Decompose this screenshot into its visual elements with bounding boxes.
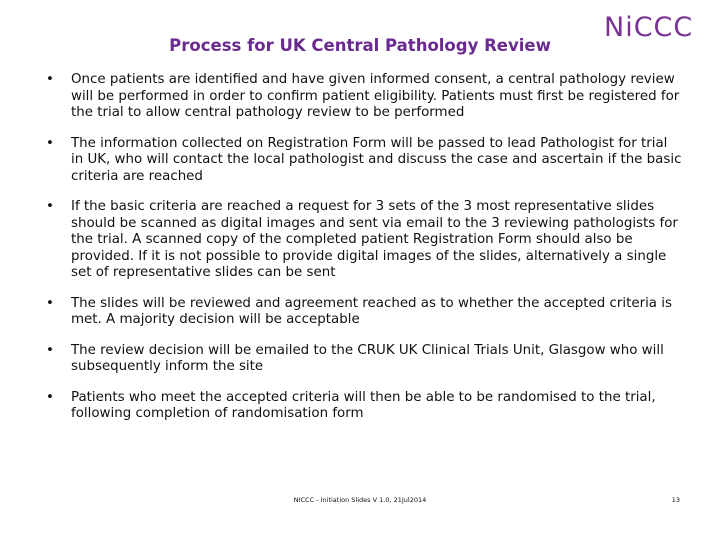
bullet-dot-icon: • <box>46 199 54 214</box>
bullet-list <box>46 72 682 437</box>
bullet-item <box>46 199 682 282</box>
footer-text: NICCC - Initiation Slides V 1.0, 21Jul2014 <box>293 496 427 504</box>
bullet-dot-icon: • <box>46 342 54 358</box>
niccc-logo: NiCCC <box>604 12 694 43</box>
bullet-item <box>46 136 682 186</box>
bullet-text: The review decision will be emailed to the CRUK UK Clinical Trials Unit, Glasgow who will subsequently inform the site <box>71 342 664 374</box>
bullet-text: Once patients are identified and have given informed consent, a central pathology review will be performed in order to confirm patient eligibility. Patients must first be registered for the trial to allow central pathology review to be performed <box>71 72 680 120</box>
bullet-text: The information collected on Registration Form will be passed to lead Pathologist for trial in UK, who will contact the local pathologist and discuss the case and ascertain if the basic criteria are reached <box>71 135 682 184</box>
bullet-text: Patients who meet the accepted criteria will then be able to be randomised to the trial, following completion of randomisation form <box>71 389 656 421</box>
bullet-dot-icon: • <box>46 135 54 151</box>
bullet-dot-icon: • <box>46 295 54 311</box>
bullet-item <box>46 72 682 122</box>
bullet-dot-icon: • <box>46 389 54 405</box>
bullet-item <box>46 296 682 329</box>
slide-title: Process for UK Central Pathology Review <box>169 36 551 55</box>
bullet-text: If the basic criteria are reached a request for 3 sets of the 3 most representative slides should be scanned as digital images and sent via email to the 3 reviewing pathologists for the trial. A scanned copy of the completed patient Registration Form should also be provided. If it is not possible to provide digital images of the slides, alternatively a single set of representative slides can be sent <box>71 199 678 280</box>
bullet-item <box>46 390 682 423</box>
page-number: 13 <box>671 496 680 504</box>
bullet-text: The slides will be reviewed and agreement reached as to whether the accepted criteria is met. A majority decision will be acceptable <box>71 295 672 327</box>
bullet-item <box>46 343 682 376</box>
bullet-dot-icon: • <box>46 72 54 87</box>
